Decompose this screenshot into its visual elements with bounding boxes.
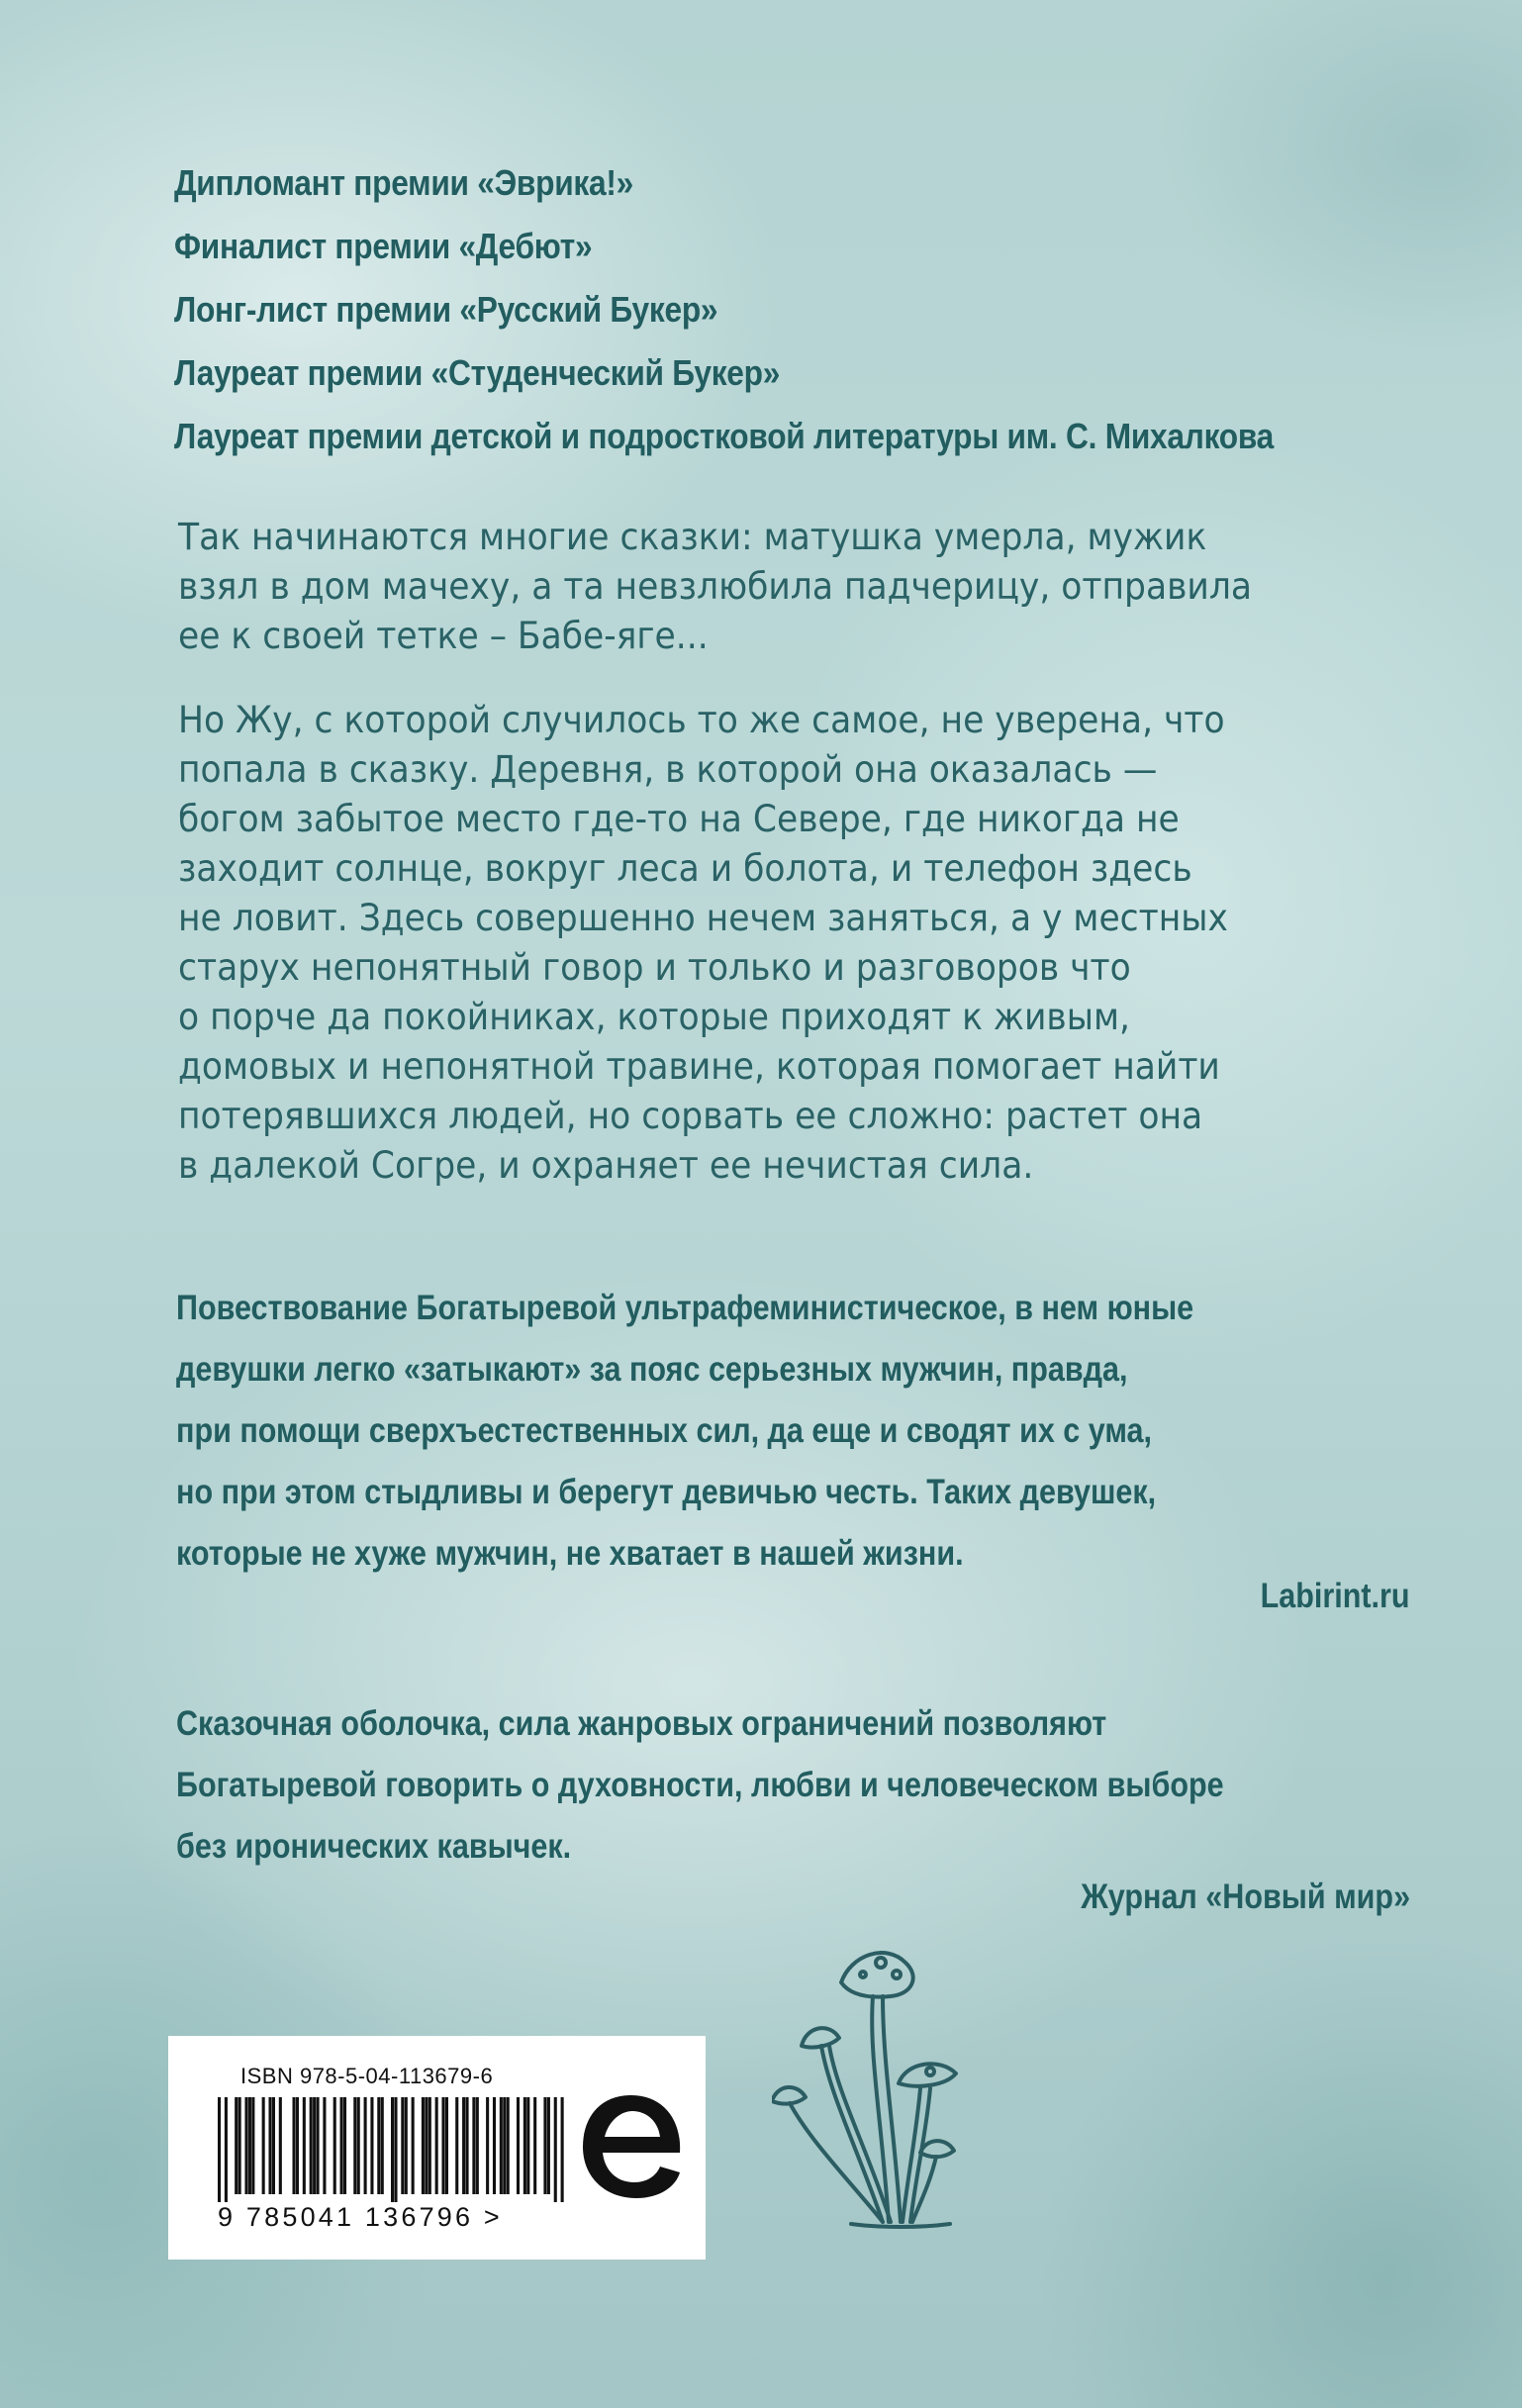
annotation-line: богом забытое место где-то на Севере, где никогда не — [178, 797, 1180, 840]
barcode-digits: 9 785041 136796 > — [218, 2202, 503, 2232]
annotation-line: домовых и непонятной травине, которая помогает найти — [178, 1044, 1220, 1088]
review-line: при помощи сверхъестественных сил, да еще и сводят их с ума, — [176, 1410, 1152, 1450]
annotation-line: Но Жу, с которой случилось то же самое, не уверена, что — [178, 698, 1225, 741]
annotation-line: Так начинаются многие сказки: матушка умерла, мужик — [178, 515, 1207, 558]
annotation-paragraph-1 — [178, 512, 1298, 660]
annotation-paragraph-2 — [178, 695, 1298, 1190]
review-line: без иронических кавычек. — [176, 1826, 572, 1866]
review-source-1: Labirint.ru — [1261, 1576, 1410, 1615]
award-item: Лонг-лист премии «Русский Букер» — [174, 289, 718, 330]
review-line: но при этом стыдливы и берегут девичью честь. Таких девушек, — [176, 1472, 1157, 1511]
annotation-line: попала в сказку. Деревня, в которой она оказалась — — [178, 747, 1158, 791]
annotation-line: не ловит. Здесь совершенно нечем заняться, а у местных — [178, 896, 1228, 939]
review-quote-2 — [176, 1692, 1283, 1877]
award-item: Лауреат премии «Студенческий Букер» — [174, 352, 781, 393]
award-item: Финалист премии «Дебют» — [174, 226, 593, 266]
isbn-label: ISBN 978-5-04-113679-6 — [240, 2064, 494, 2088]
publisher-logo-icon — [577, 2087, 686, 2206]
review-source-2: Журнал «Новый мир» — [1081, 1877, 1410, 1916]
annotation-line: старух непонятный говор и только и разговоров что — [178, 945, 1131, 989]
award-item: Лауреат премии детской и подростковой литературы им. С. Михалкова — [174, 416, 1275, 456]
barcode-panel — [168, 2036, 706, 2260]
annotation-line: взял в дом мачеху, а та невзлюбила падчерицу, отправила — [178, 564, 1253, 608]
review-quote-1 — [176, 1277, 1283, 1584]
mushrooms-illustration-icon — [772, 1935, 999, 2232]
awards-list — [174, 163, 1461, 480]
review-line: Богатыревой говорить о духовности, любви и человеческом выборе — [176, 1765, 1224, 1804]
annotation-line: в далекой Согре, и охраняет ее нечистая сила. — [178, 1143, 1034, 1187]
review-line: девушки легко «затыкают» за пояс серьезных мужчин, правда, — [176, 1349, 1128, 1389]
barcode-icon — [218, 2097, 564, 2202]
annotation-line: ее к своей тетке – Бабе-яге... — [178, 614, 709, 657]
review-line: которые не хуже мужчин, не хватает в нашей жизни. — [176, 1533, 964, 1573]
annotation-line: заходит солнце, вокруг леса и болота, и телефон здесь — [178, 846, 1192, 890]
review-line: Сказочная оболочка, сила жанровых ограничений позволяют — [176, 1703, 1107, 1743]
annotation-line: потерявшихся людей, но сорвать ее сложно: растет она — [178, 1094, 1203, 1137]
award-item: Дипломант премии «Эврика!» — [174, 162, 634, 203]
annotation-line: о порче да покойниках, которые приходят к живым, — [178, 995, 1130, 1038]
review-line: Повествование Богатыревой ультрафеминистическое, в нем юные — [176, 1288, 1194, 1327]
